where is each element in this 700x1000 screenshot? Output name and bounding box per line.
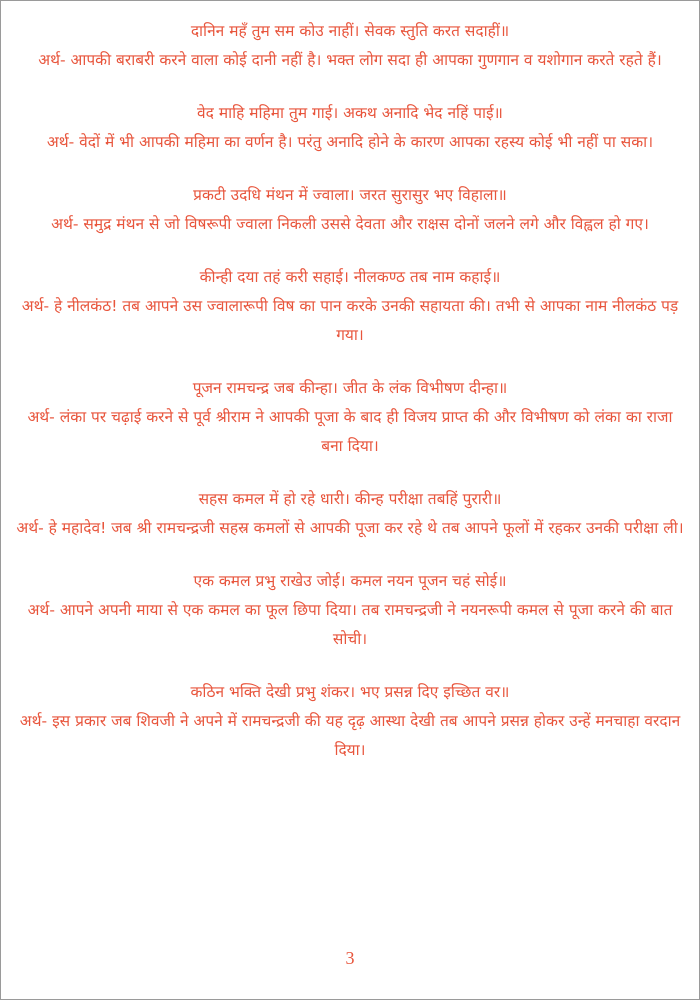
verse-text: कीन्ही दया तहं करी सहाई। नीलकण्ठ तब नाम कहाई॥ xyxy=(199,268,501,286)
meaning-text: अर्थ- लंका पर चढ़ाई करने से पूर्व श्रीराम ने आपकी पूजा के बाद ही विजय प्राप्त की और विभीषण को लंका का राजा बना दिया। xyxy=(27,408,673,455)
stanza-4 xyxy=(15,263,685,350)
verse-text: पूजन रामचन्द्र जब कीन्हा। जीत के लंक विभीषण दीन्हा॥ xyxy=(192,379,508,397)
meaning-text: अर्थ- हे नीलकंठ! तब आपने उस ज्वालारूपी विष का पान करके उनकी सहायता की। तभी से आपका नाम नीलकंठ पड़ गया। xyxy=(21,297,679,344)
verse-text: सहस कमल में हो रहे धारी। कीन्ह परीक्षा तबहिं पुरारी॥ xyxy=(198,490,502,508)
meaning-text: अर्थ- आपने अपनी माया से एक कमल का फूल छिपा दिया। तब रामचन्द्रजी ने नयनरूपी कमल से पूजा करने की बात सोची। xyxy=(27,601,673,648)
meaning-text: अर्थ- आपकी बराबरी करने वाला कोई दानी नहीं है। भक्त लोग सदा ही आपका गुणगान व यशोगान करते रहते हैं। xyxy=(38,51,662,69)
verse-text: दानिन महँ तुम सम कोउ नाहीं। सेवक स्तुति करत सदाहीं॥ xyxy=(190,22,510,40)
stanza-5 xyxy=(15,374,685,461)
stanza-2 xyxy=(15,99,685,157)
verse-text: प्रकटी उदधि मंथन में ज्वाला। जरत सुरासुर भए विहाला॥ xyxy=(193,186,507,204)
stanza-6 xyxy=(15,485,685,543)
meaning-text: अर्थ- इस प्रकार जब शिवजी ने अपने में रामचन्द्रजी की यह दृढ़ आस्था देखी तब आपने प्रसन्न होकर उन्हें मनचाहा वरदान दिया। xyxy=(19,712,681,759)
verse-text: वेद माहि महिमा तुम गाई। अकथ अनादि भेद नहिं पाई॥ xyxy=(197,104,503,122)
page-content xyxy=(15,17,685,789)
meaning-text: अर्थ- वेदों में भी आपकी महिमा का वर्णन है। परंतु अनादि होने के कारण आपका रहस्य कोई भी नहीं पा सका। xyxy=(46,133,654,151)
verse-text: कठिन भक्ति देखी प्रभु शंकर। भए प्रसन्न दिए इच्छित वर॥ xyxy=(190,683,510,701)
verse-text: एक कमल प्रभु राखेउ जोई। कमल नयन पूजन चहं सोई॥ xyxy=(193,572,507,590)
stanza-3 xyxy=(15,181,685,239)
meaning-text: अर्थ- समुद्र मंथन से जो विषरूपी ज्वाला निकली उससे देवता और राक्षस दोनों जलने लगे और विह्वल हो गए। xyxy=(51,215,649,233)
stanza-8 xyxy=(15,678,685,765)
page-number: 3 xyxy=(345,948,355,968)
stanza-7 xyxy=(15,567,685,654)
stanza-1 xyxy=(15,17,685,75)
meaning-text: अर्थ- हे महादेव! जब श्री रामचन्द्रजी सहस्र कमलों से आपकी पूजा कर रहे थे तब आपने फूलों में रहकर उनकी परीक्षा ली। xyxy=(16,519,684,537)
